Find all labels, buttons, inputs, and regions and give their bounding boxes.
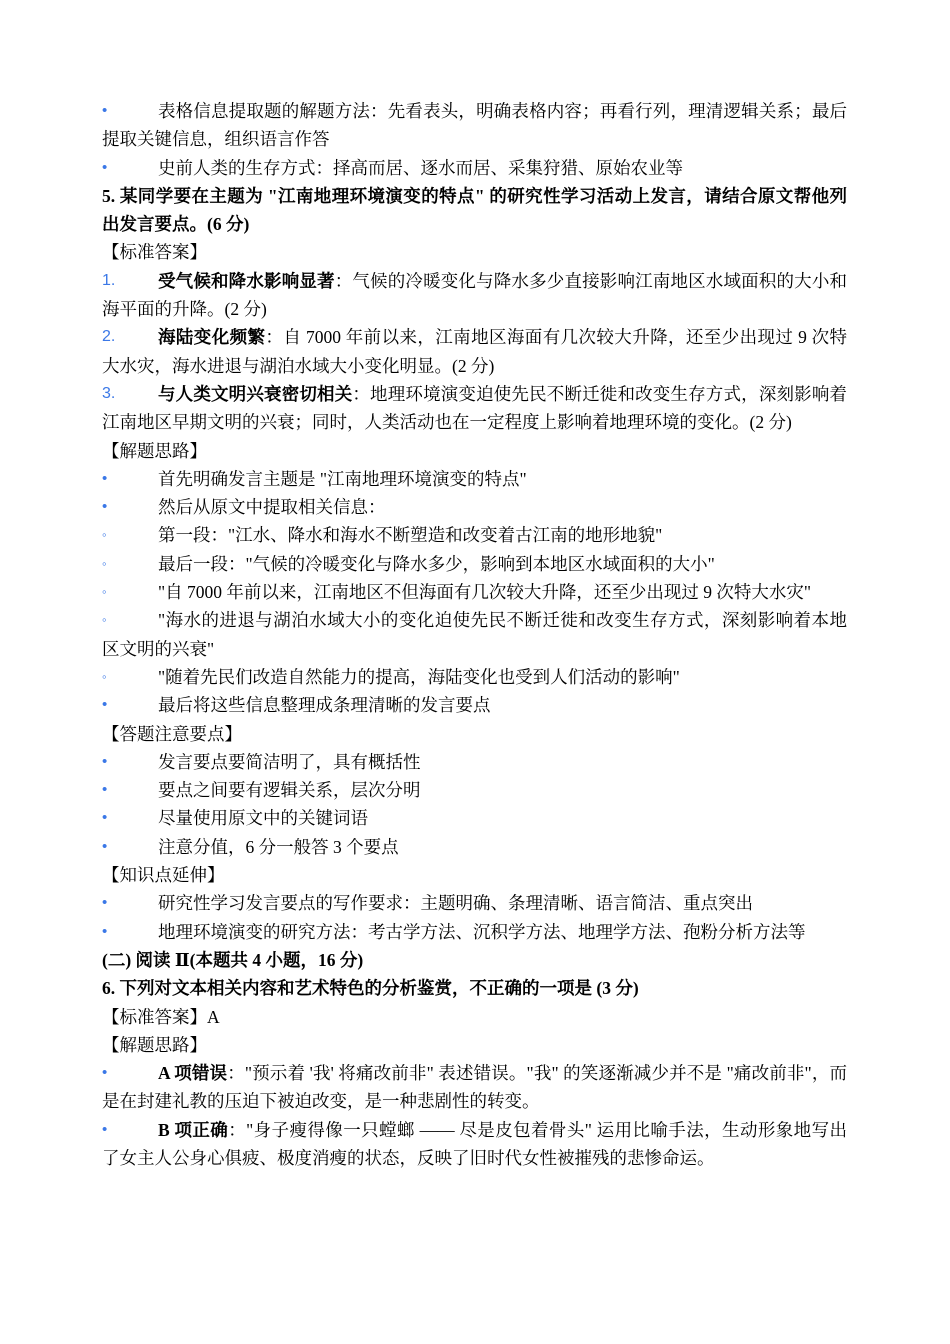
quote-text: "海水的进退与湖泊水域大小的变化迫使先民不断迁徙和改变生存方式，深刻影响着本地区文明的兴衰" (102, 610, 847, 659)
bullet-text: 表格信息提取题的解题方法：先看表头，明确表格内容；再看行列，理清逻辑关系；最后提取关键信息，组织语言作答 (102, 101, 847, 150)
bullet-icon: • (102, 102, 108, 119)
bullet-item (102, 1059, 847, 1116)
answer-keypoint: 与人类文明兴衰密切相关 (158, 383, 353, 404)
circle-bullet-icon: ◦ (102, 584, 107, 600)
section-label: 【知识点延伸】 (102, 865, 225, 886)
circle-bullet-icon: ◦ (102, 555, 107, 571)
numbered-item (102, 267, 847, 324)
option-verdict: A 项错误 (158, 1063, 228, 1084)
section-label: 【标准答案】 (102, 242, 207, 263)
bullet-text: 要点之间要有逻辑关系，层次分明 (158, 780, 421, 801)
answer-keypoint: 海陆变化频繁 (158, 327, 266, 348)
bullet-icon: • (102, 1064, 108, 1082)
bullet-icon: • (102, 837, 108, 855)
quote-text: "随着先民们改造自然能力的提高，海陆变化也受到人们活动的影响" (158, 666, 680, 687)
bullet-icon: • (102, 922, 108, 940)
bullet-icon: • (102, 809, 108, 827)
circle-bullet-icon: ◦ (102, 612, 107, 628)
bullet-item (102, 833, 847, 861)
bullet-item (102, 691, 847, 719)
circle-bullet-icon: ◦ (102, 668, 107, 684)
number-marker: 1. (102, 271, 116, 289)
number-marker: 3. (102, 384, 116, 402)
bullet-item (102, 465, 847, 493)
bullet-icon: • (102, 158, 108, 176)
bullet-item (102, 97, 847, 154)
section-label: 【解题思路】 (102, 440, 207, 461)
bullet-text: ："身子瘦得像一只螳螂 —— 尽是皮包着骨头" 运用比喻手法，生动形象地写出了女主人公身心俱疲、极度消瘦的状态，反映了旧时代女性被摧残的悲惨命运。 (102, 1119, 847, 1168)
circle-bullet-icon: ◦ (102, 527, 107, 543)
question-heading: 5. 某同学要在主题为 "江南地理环境演变的特点" 的研究性学习活动上发言，请结合原文帮他列出发言要点。(6 分) (102, 185, 847, 235)
sub-bullet-item (102, 578, 847, 606)
quote-text: 第一段："江水、降水和海水不断塑造和改变着古江南的地形地貌" (158, 525, 663, 546)
bullet-text: ："预示着 '我' 将痛改前非" 表述错误。"我" 的笑逐渐减少并不是 "痛改前非"，而是在封建礼教的压迫下被迫改变，是一种悲剧性的转变。 (102, 1063, 847, 1112)
number-marker: 2. (102, 328, 116, 346)
bullet-item (102, 804, 847, 832)
bullet-item (102, 748, 847, 776)
answer-keypoint: 受气候和降水影响显著 (158, 270, 335, 291)
bullet-icon: • (102, 752, 108, 770)
answer-text: ：地理环境演变迫使先民不断迁徙和改变生存方式，深刻影响着江南地区早期文明的兴衰；同时，人类活动也在一定程度上影响着地理环境的变化。(2 分) (102, 383, 848, 433)
sub-bullet-item (102, 606, 847, 663)
sub-bullet-item (102, 663, 847, 691)
quote-text: 最后一段："气候的冷暖变化与降水多少，影响到本地区水域面积的大小" (158, 553, 715, 574)
bullet-icon: • (102, 781, 108, 799)
bullet-icon: • (102, 498, 108, 516)
numbered-item (102, 380, 847, 437)
bullet-text: 研究性学习发言要点的写作要求：主题明确、条理清晰、语言简洁、重点突出 (158, 893, 753, 914)
answer-text: ：自 7000 年前以来，江南地区海面有几次较大升降，还至少出现过 9 次特大水灾，海水进退与湖泊水域大小变化明显。(2 分) (102, 327, 848, 376)
document-page (102, 97, 847, 1172)
bullet-item (102, 776, 847, 804)
bullet-text: 注意分值，6 分一般答 3 个要点 (158, 836, 399, 857)
section-label: 【答题注意要点】 (102, 723, 242, 744)
bullet-text: 地理环境演变的研究方法：考古学方法、沉积学方法、地理学方法、孢粉分析方法等 (158, 921, 806, 942)
bullet-text: 发言要点要简洁明了，具有概括性 (158, 751, 421, 772)
bullet-item (102, 1116, 847, 1173)
answer-text: ：气候的冷暖变化与降水多少直接影响江南地区水域面积的大小和海平面的升降。(2 分) (102, 270, 848, 320)
bullet-text: 首先明确发言主题是 "江南地理环境演变的特点" (158, 468, 527, 489)
question-heading: 6. 下列对文本相关内容和艺术特色的分析鉴赏，不正确的一项是 (3 分) (102, 978, 639, 999)
quote-text: "自 7000 年前以来，江南地区不但海面有几次较大升降，还至少出现过 9 次特大水灾" (158, 582, 812, 603)
bullet-item (102, 889, 847, 917)
sub-bullet-item (102, 521, 847, 549)
bullet-item (102, 918, 847, 946)
bullet-item (102, 154, 847, 182)
bullet-icon: • (102, 894, 108, 912)
option-verdict: B 项正确 (158, 1119, 229, 1140)
bullet-text: 史前人类的生存方式：择高而居、逐水而居、采集狩猎、原始农业等 (158, 157, 683, 178)
answer-label: 【标准答案】A (102, 1006, 220, 1027)
bullet-text: 尽量使用原文中的关键词语 (158, 808, 368, 829)
bullet-icon: • (102, 1120, 108, 1138)
sub-bullet-item (102, 550, 847, 578)
bullet-text: 最后将这些信息整理成条理清晰的发言要点 (158, 695, 491, 716)
bullet-text: 然后从原文中提取相关信息： (158, 497, 386, 518)
bullet-icon: • (102, 469, 108, 487)
section-heading: (二) 阅读 Ⅱ(本题共 4 小题，16 分) (102, 949, 364, 970)
numbered-item (102, 323, 847, 380)
bullet-item (102, 493, 847, 521)
bullet-icon: • (102, 696, 108, 714)
section-label: 【解题思路】 (102, 1034, 207, 1055)
